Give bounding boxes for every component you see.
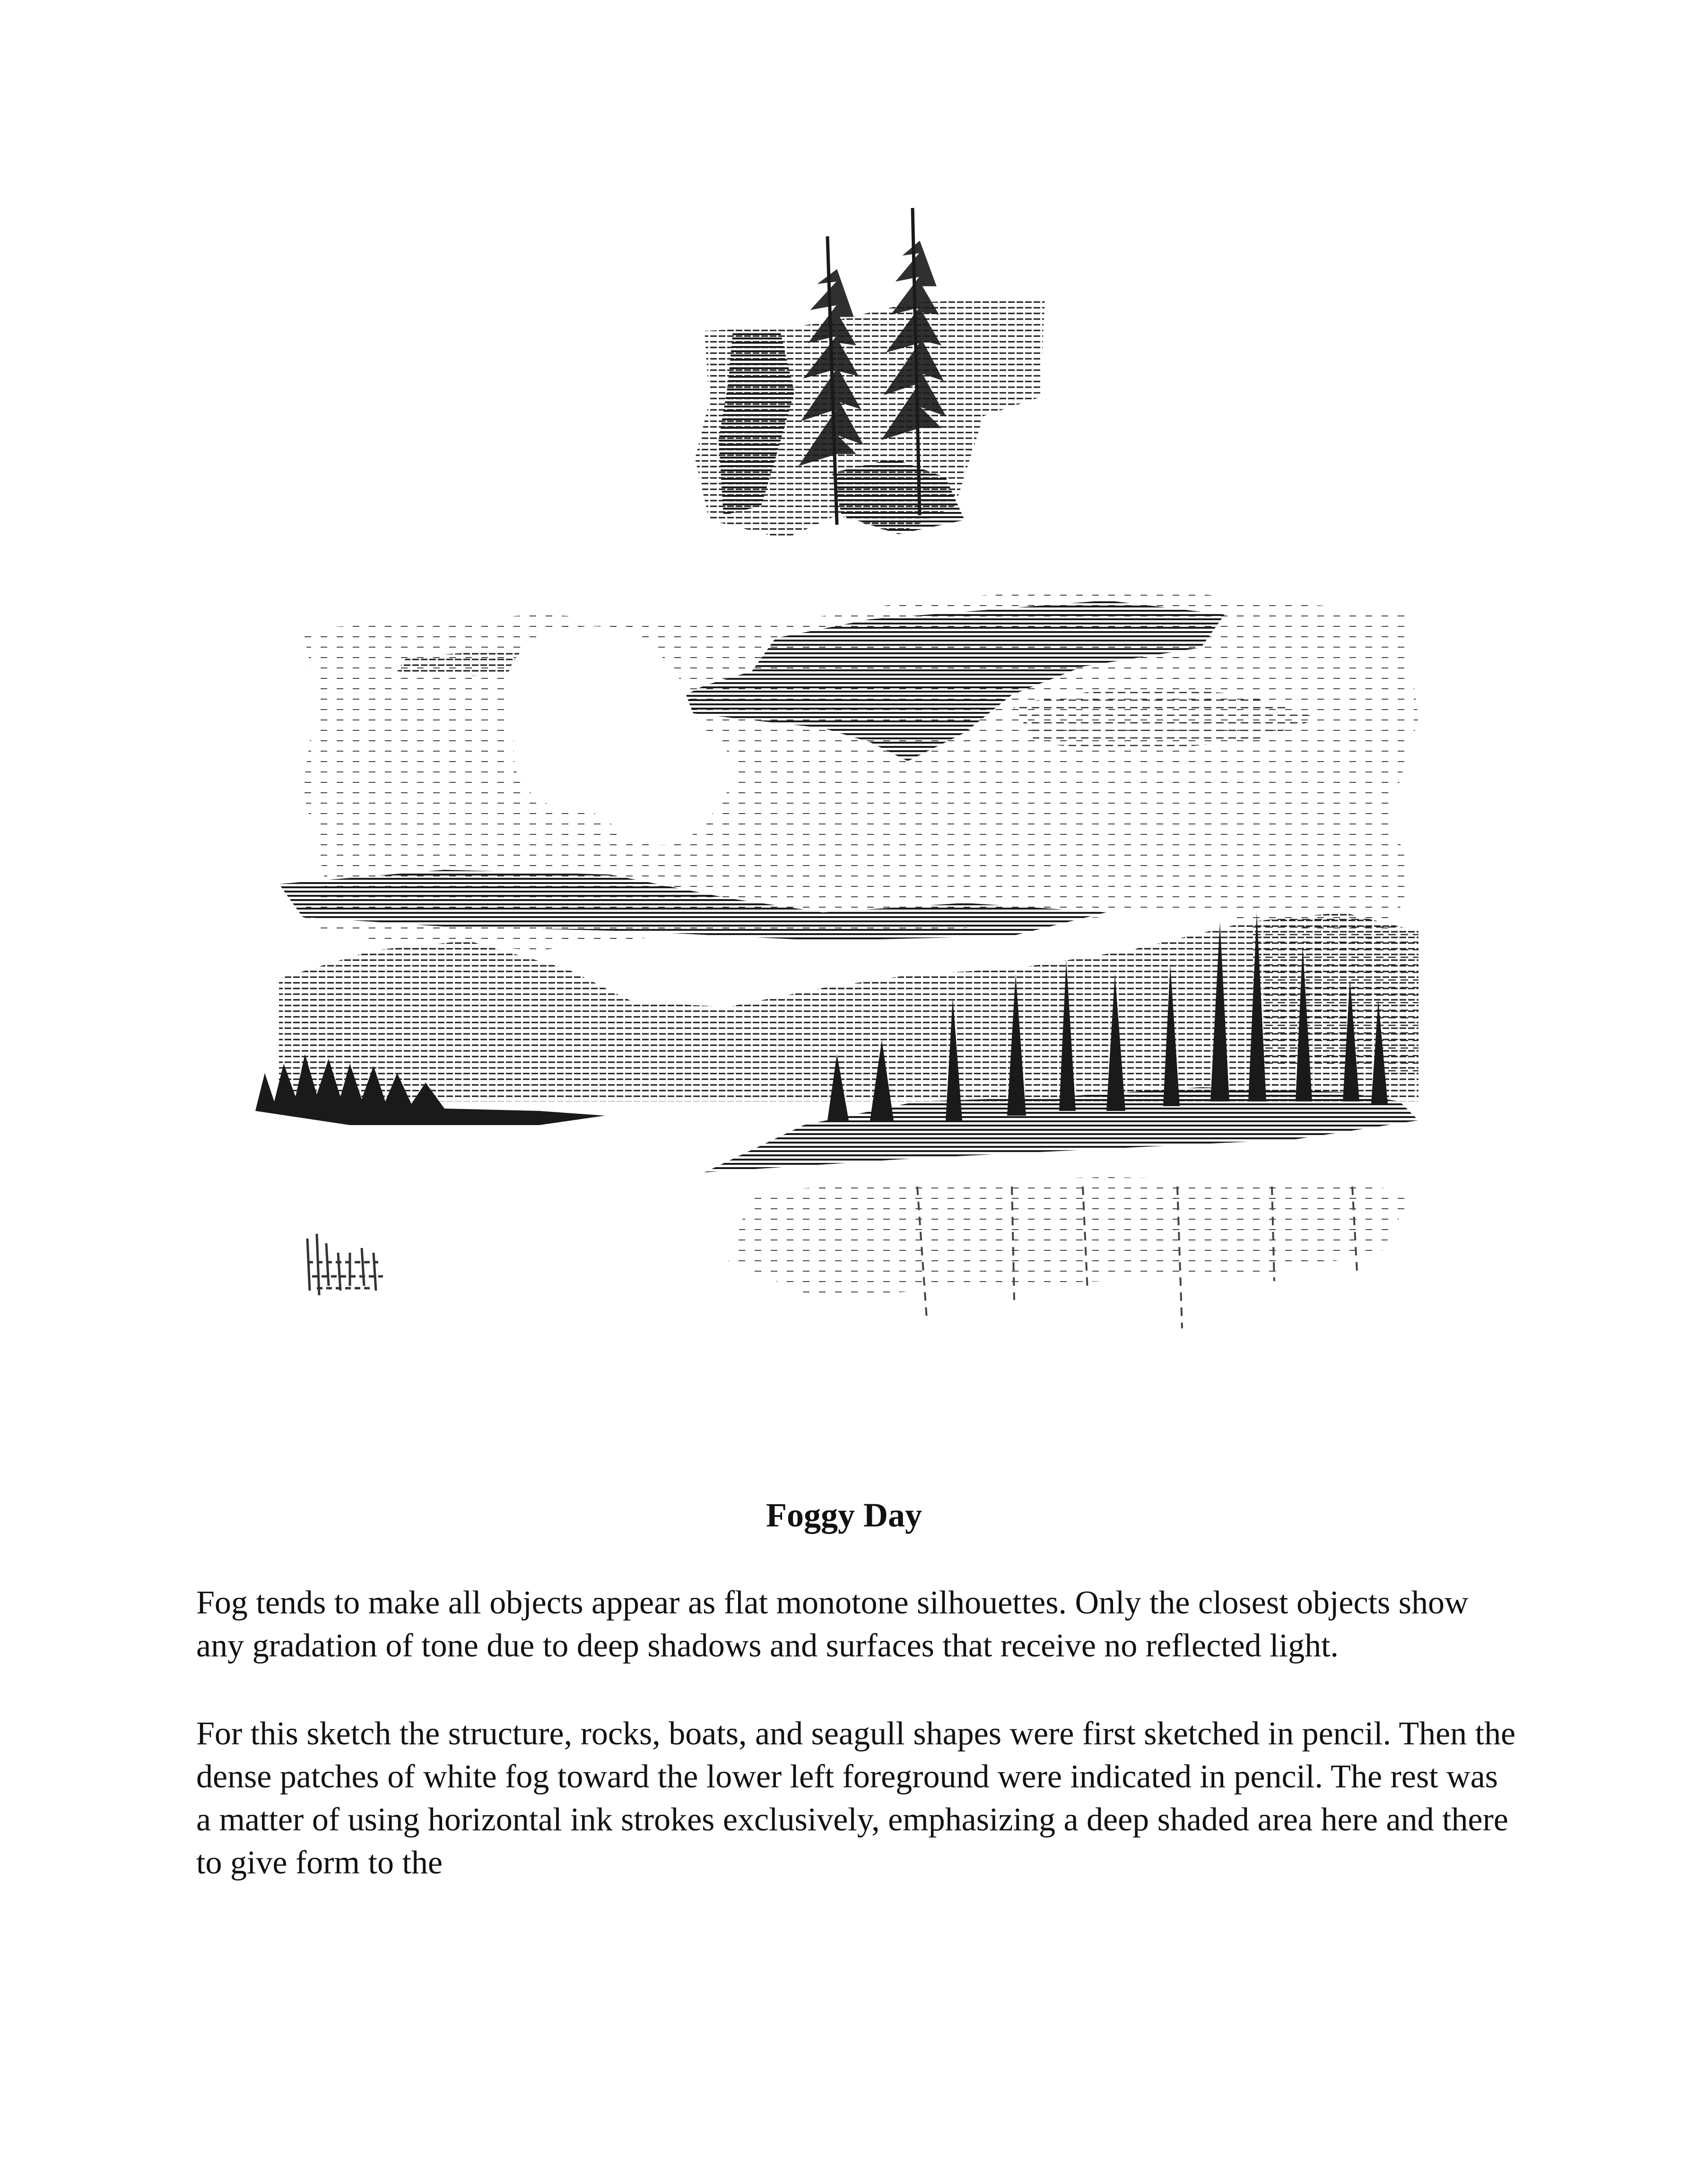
upper-tree-vignette: [695, 298, 1045, 539]
water-reflections: [728, 1177, 1414, 1328]
ink-sketch-illustration: [208, 175, 1485, 1404]
landscape-sketch: [208, 175, 1485, 1404]
artist-signature: [307, 1234, 383, 1295]
paragraph: Fog tends to make all objects appear as flat monotone silhouettes. Only the closest objects show any gradation of tone due to deep shadows and surfaces that receive no reflected light.: [196, 1585, 1469, 1664]
page-title: Foggy Day: [766, 1496, 922, 1534]
paragraph: For this sketch the structure, rocks, boats, and seagull shapes were first sketched in pencil. Then the dense patches of white fog toward the lower left foreground were indicated in pencil. The rest was a matter of using horizontal ink strokes exclusively, emphasizing a deep shaded area here and there to give form to the: [196, 1716, 1516, 1881]
sky-clouds: [279, 586, 1418, 950]
body-text: [196, 1581, 1520, 1929]
